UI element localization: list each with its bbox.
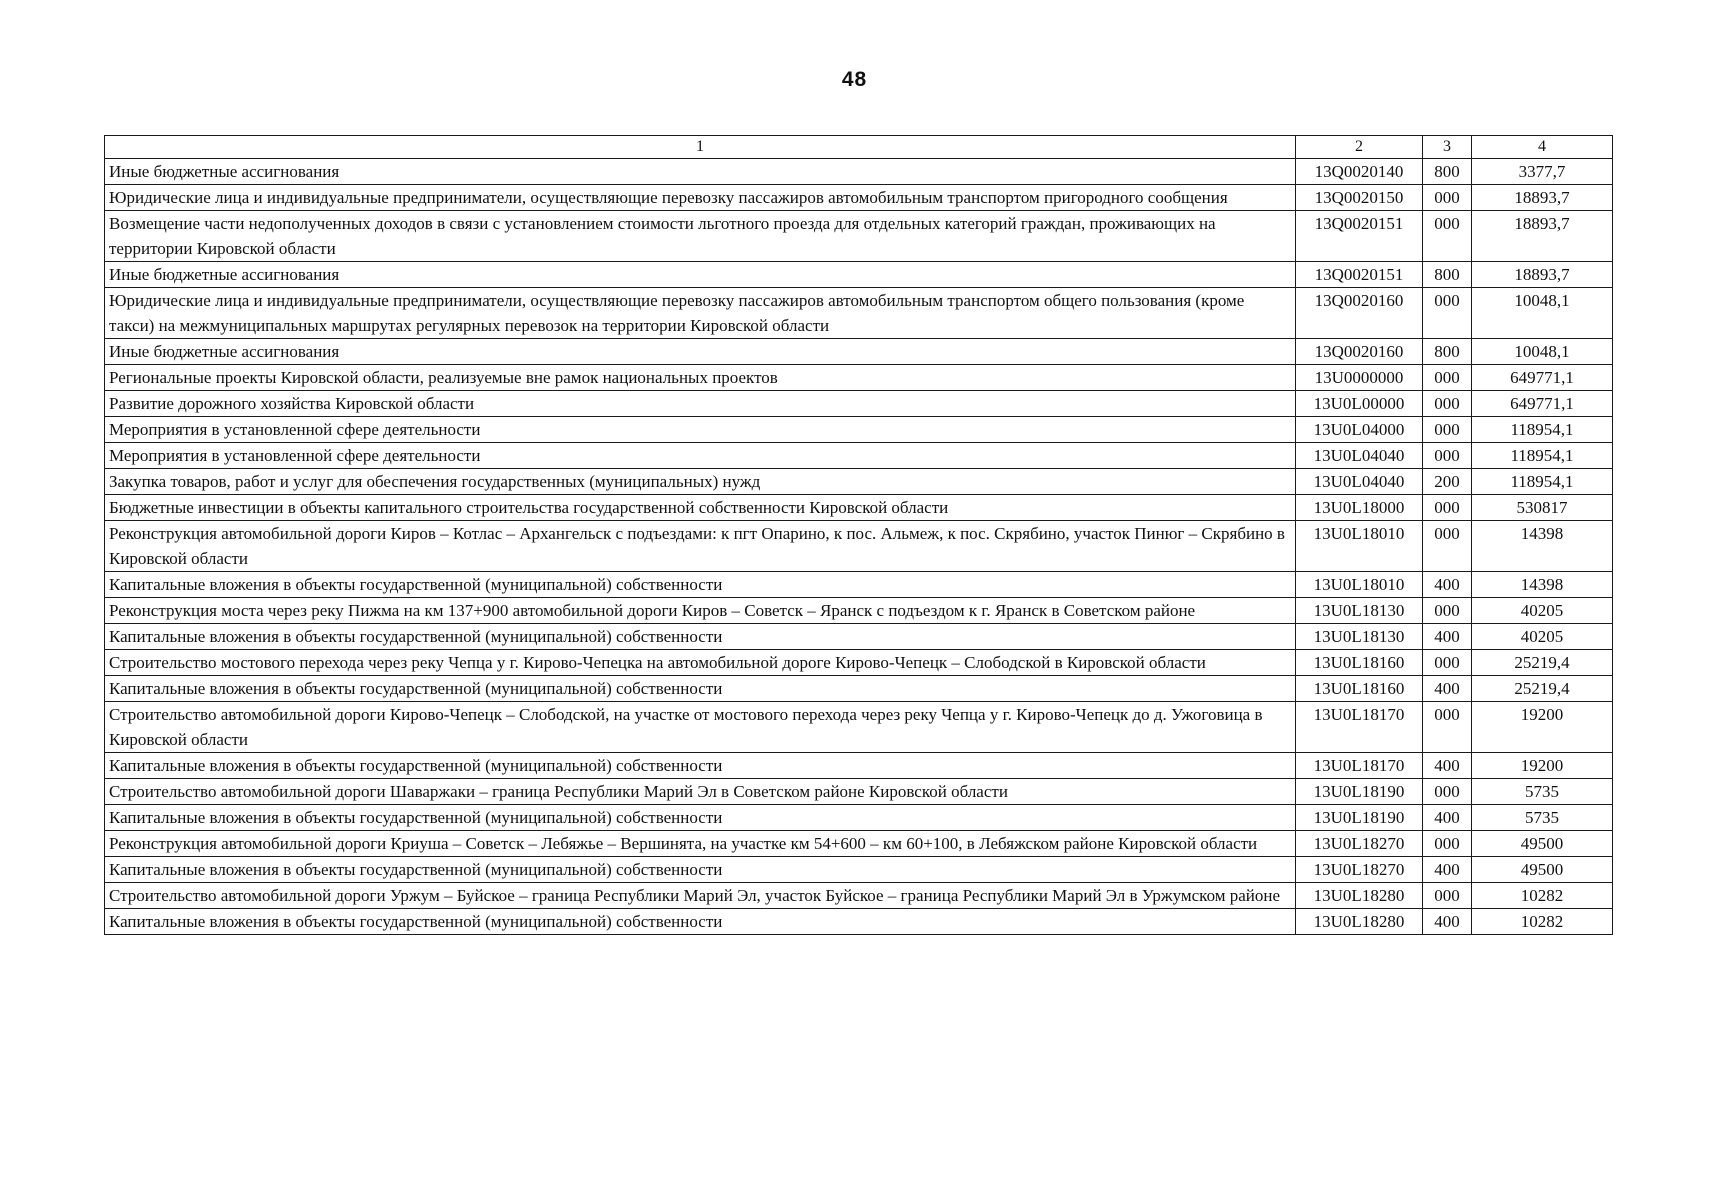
row-expense-type-cell: 400 xyxy=(1423,676,1472,702)
row-code-cell: 13U0L18170 xyxy=(1296,753,1423,779)
row-expense-type-cell: 000 xyxy=(1423,598,1472,624)
row-amount-cell: 118954,1 xyxy=(1472,469,1613,495)
row-code-cell: 13U0L18270 xyxy=(1296,831,1423,857)
table-row xyxy=(105,676,1613,702)
table-row xyxy=(105,365,1613,391)
row-code-cell: 13U0L18160 xyxy=(1296,676,1423,702)
table-row xyxy=(105,288,1613,339)
table-row xyxy=(105,702,1613,753)
row-name-cell: Капитальные вложения в объекты государственной (муниципальной) собственности xyxy=(105,624,1296,650)
row-expense-type-cell: 000 xyxy=(1423,521,1472,572)
row-name-cell: Капитальные вложения в объекты государственной (муниципальной) собственности xyxy=(105,805,1296,831)
row-amount-cell: 530817 xyxy=(1472,495,1613,521)
row-name-cell: Региональные проекты Кировской области, реализуемые вне рамок национальных проектов xyxy=(105,365,1296,391)
row-expense-type-cell: 000 xyxy=(1423,883,1472,909)
table-row xyxy=(105,339,1613,365)
row-code-cell: 13Q0020150 xyxy=(1296,185,1423,211)
row-code-cell: 13U0L18000 xyxy=(1296,495,1423,521)
row-expense-type-cell: 000 xyxy=(1423,650,1472,676)
row-amount-cell: 40205 xyxy=(1472,624,1613,650)
row-code-cell: 13U0L18270 xyxy=(1296,857,1423,883)
row-code-cell: 13U0L18130 xyxy=(1296,624,1423,650)
row-amount-cell: 18893,7 xyxy=(1472,211,1613,262)
row-code-cell: 13U0L18170 xyxy=(1296,702,1423,753)
table-row xyxy=(105,391,1613,417)
row-expense-type-cell: 000 xyxy=(1423,185,1472,211)
row-code-cell: 13U0L18010 xyxy=(1296,521,1423,572)
column-header-name: 1 xyxy=(105,136,1296,159)
table-row xyxy=(105,495,1613,521)
table-row xyxy=(105,262,1613,288)
table-row xyxy=(105,469,1613,495)
table-row xyxy=(105,159,1613,185)
row-code-cell: 13U0L00000 xyxy=(1296,391,1423,417)
row-amount-cell: 14398 xyxy=(1472,572,1613,598)
row-amount-cell: 19200 xyxy=(1472,702,1613,753)
row-name-cell: Закупка товаров, работ и услуг для обеспечения государственных (муниципальных) нужд xyxy=(105,469,1296,495)
row-amount-cell: 649771,1 xyxy=(1472,365,1613,391)
row-expense-type-cell: 000 xyxy=(1423,391,1472,417)
table-row xyxy=(105,521,1613,572)
row-name-cell: Реконструкция моста через реку Пижма на км 137+900 автомобильной дороги Киров – Советск – Яранск с подъездом к г. Яранск в Советском районе xyxy=(105,598,1296,624)
row-name-cell: Развитие дорожного хозяйства Кировской области xyxy=(105,391,1296,417)
row-name-cell: Реконструкция автомобильной дороги Киров – Котлас – Архангельск с подъездами: к пгт Опарино, к пос. Альмеж, к пос. Скрябино, участок Пинюг – Скрябино в Кировской области xyxy=(105,521,1296,572)
row-expense-type-cell: 400 xyxy=(1423,805,1472,831)
page-number: 48 xyxy=(841,68,868,91)
row-expense-type-cell: 800 xyxy=(1423,159,1472,185)
row-name-cell: Иные бюджетные ассигнования xyxy=(105,262,1296,288)
row-name-cell: Иные бюджетные ассигнования xyxy=(105,159,1296,185)
row-amount-cell: 5735 xyxy=(1472,779,1613,805)
row-name-cell: Капитальные вложения в объекты государственной (муниципальной) собственности xyxy=(105,676,1296,702)
row-code-cell: 13Q0020151 xyxy=(1296,262,1423,288)
row-amount-cell: 10282 xyxy=(1472,883,1613,909)
column-header-amount: 4 xyxy=(1472,136,1613,159)
row-expense-type-cell: 800 xyxy=(1423,339,1472,365)
row-amount-cell: 49500 xyxy=(1472,831,1613,857)
row-name-cell: Мероприятия в установленной сфере деятельности xyxy=(105,417,1296,443)
row-code-cell: 13U0L18190 xyxy=(1296,805,1423,831)
row-amount-cell: 10048,1 xyxy=(1472,288,1613,339)
row-expense-type-cell: 400 xyxy=(1423,909,1472,935)
table-row xyxy=(105,779,1613,805)
table-row xyxy=(105,417,1613,443)
row-name-cell: Капитальные вложения в объекты государственной (муниципальной) собственности xyxy=(105,572,1296,598)
row-expense-type-cell: 400 xyxy=(1423,624,1472,650)
row-expense-type-cell: 000 xyxy=(1423,702,1472,753)
table-row xyxy=(105,805,1613,831)
table-row xyxy=(105,650,1613,676)
table-row xyxy=(105,185,1613,211)
row-code-cell: 13U0L18190 xyxy=(1296,779,1423,805)
row-amount-cell: 118954,1 xyxy=(1472,443,1613,469)
row-amount-cell: 649771,1 xyxy=(1472,391,1613,417)
row-expense-type-cell: 400 xyxy=(1423,753,1472,779)
row-name-cell: Юридические лица и индивидуальные предприниматели, осуществляющие перевозку пассажиров автомобильным транспортом пригородного сообщения xyxy=(105,185,1296,211)
row-code-cell: 13Q0020160 xyxy=(1296,288,1423,339)
row-expense-type-cell: 800 xyxy=(1423,262,1472,288)
row-amount-cell: 40205 xyxy=(1472,598,1613,624)
row-code-cell: 13U0000000 xyxy=(1296,365,1423,391)
row-amount-cell: 5735 xyxy=(1472,805,1613,831)
table-row xyxy=(105,857,1613,883)
row-name-cell: Иные бюджетные ассигнования xyxy=(105,339,1296,365)
row-name-cell: Юридические лица и индивидуальные предприниматели, осуществляющие перевозку пассажиров автомобильным транспортом общего пользования (кроме такси) на межмуниципальных маршрутах регулярных перевозок на территории Кировской области xyxy=(105,288,1296,339)
table-row xyxy=(105,572,1613,598)
row-expense-type-cell: 400 xyxy=(1423,857,1472,883)
row-code-cell: 13U0L04040 xyxy=(1296,469,1423,495)
column-header-type: 3 xyxy=(1423,136,1472,159)
row-amount-cell: 25219,4 xyxy=(1472,676,1613,702)
row-amount-cell: 10048,1 xyxy=(1472,339,1613,365)
row-amount-cell: 14398 xyxy=(1472,521,1613,572)
table-header-row xyxy=(105,136,1613,159)
row-amount-cell: 25219,4 xyxy=(1472,650,1613,676)
row-code-cell: 13U0L18160 xyxy=(1296,650,1423,676)
row-code-cell: 13U0L18010 xyxy=(1296,572,1423,598)
budget-table xyxy=(104,135,1613,935)
row-name-cell: Возмещение части недополученных доходов в связи с установлением стоимости льготного проезда для отдельных категорий граждан, проживающих на территории Кировской области xyxy=(105,211,1296,262)
row-amount-cell: 18893,7 xyxy=(1472,262,1613,288)
row-expense-type-cell: 000 xyxy=(1423,365,1472,391)
table-row xyxy=(105,883,1613,909)
row-expense-type-cell: 000 xyxy=(1423,288,1472,339)
row-name-cell: Капитальные вложения в объекты государственной (муниципальной) собственности xyxy=(105,753,1296,779)
row-expense-type-cell: 000 xyxy=(1423,211,1472,262)
row-amount-cell: 49500 xyxy=(1472,857,1613,883)
row-amount-cell: 19200 xyxy=(1472,753,1613,779)
row-expense-type-cell: 400 xyxy=(1423,572,1472,598)
table-body xyxy=(105,159,1613,935)
row-code-cell: 13U0L18130 xyxy=(1296,598,1423,624)
row-code-cell: 13U0L18280 xyxy=(1296,909,1423,935)
row-name-cell: Бюджетные инвестиции в объекты капитального строительства государственной собственности Кировской области xyxy=(105,495,1296,521)
row-expense-type-cell: 200 xyxy=(1423,469,1472,495)
table-row xyxy=(105,211,1613,262)
row-amount-cell: 3377,7 xyxy=(1472,159,1613,185)
row-expense-type-cell: 000 xyxy=(1423,443,1472,469)
row-expense-type-cell: 000 xyxy=(1423,417,1472,443)
row-code-cell: 13U0L18280 xyxy=(1296,883,1423,909)
row-name-cell: Строительство автомобильной дороги Уржум – Буйское – граница Республики Марий Эл, участок Буйское – граница Республики Марий Эл в Уржумском районе xyxy=(105,883,1296,909)
row-name-cell: Строительство автомобильной дороги Кирово-Чепецк – Слободской, на участке от мостового перехода через реку Чепца у г. Кирово-Чепецк до д. Ужоговица в Кировской области xyxy=(105,702,1296,753)
table-row xyxy=(105,909,1613,935)
row-amount-cell: 10282 xyxy=(1472,909,1613,935)
row-name-cell: Мероприятия в установленной сфере деятельности xyxy=(105,443,1296,469)
row-name-cell: Строительство мостового перехода через реку Чепца у г. Кирово-Чепецка на автомобильной дороге Кирово-Чепецк – Слободской в Кировской области xyxy=(105,650,1296,676)
row-name-cell: Капитальные вложения в объекты государственной (муниципальной) собственности xyxy=(105,909,1296,935)
row-amount-cell: 118954,1 xyxy=(1472,417,1613,443)
row-code-cell: 13U0L04040 xyxy=(1296,443,1423,469)
row-expense-type-cell: 000 xyxy=(1423,495,1472,521)
table-row xyxy=(105,598,1613,624)
table-row xyxy=(105,443,1613,469)
table-row xyxy=(105,831,1613,857)
row-expense-type-cell: 000 xyxy=(1423,779,1472,805)
table-row xyxy=(105,753,1613,779)
column-header-code: 2 xyxy=(1296,136,1423,159)
row-expense-type-cell: 000 xyxy=(1423,831,1472,857)
row-code-cell: 13U0L04000 xyxy=(1296,417,1423,443)
row-code-cell: 13Q0020140 xyxy=(1296,159,1423,185)
row-name-cell: Капитальные вложения в объекты государственной (муниципальной) собственности xyxy=(105,857,1296,883)
table-row xyxy=(105,624,1613,650)
row-code-cell: 13Q0020151 xyxy=(1296,211,1423,262)
row-amount-cell: 18893,7 xyxy=(1472,185,1613,211)
row-code-cell: 13Q0020160 xyxy=(1296,339,1423,365)
row-name-cell: Реконструкция автомобильной дороги Криуша – Советск – Лебяжье – Вершинята, на участке км 54+600 – км 60+100, в Лебяжском районе Кировской области xyxy=(105,831,1296,857)
row-name-cell: Строительство автомобильной дороги Шаваржаки – граница Республики Марий Эл в Советском районе Кировской области xyxy=(105,779,1296,805)
